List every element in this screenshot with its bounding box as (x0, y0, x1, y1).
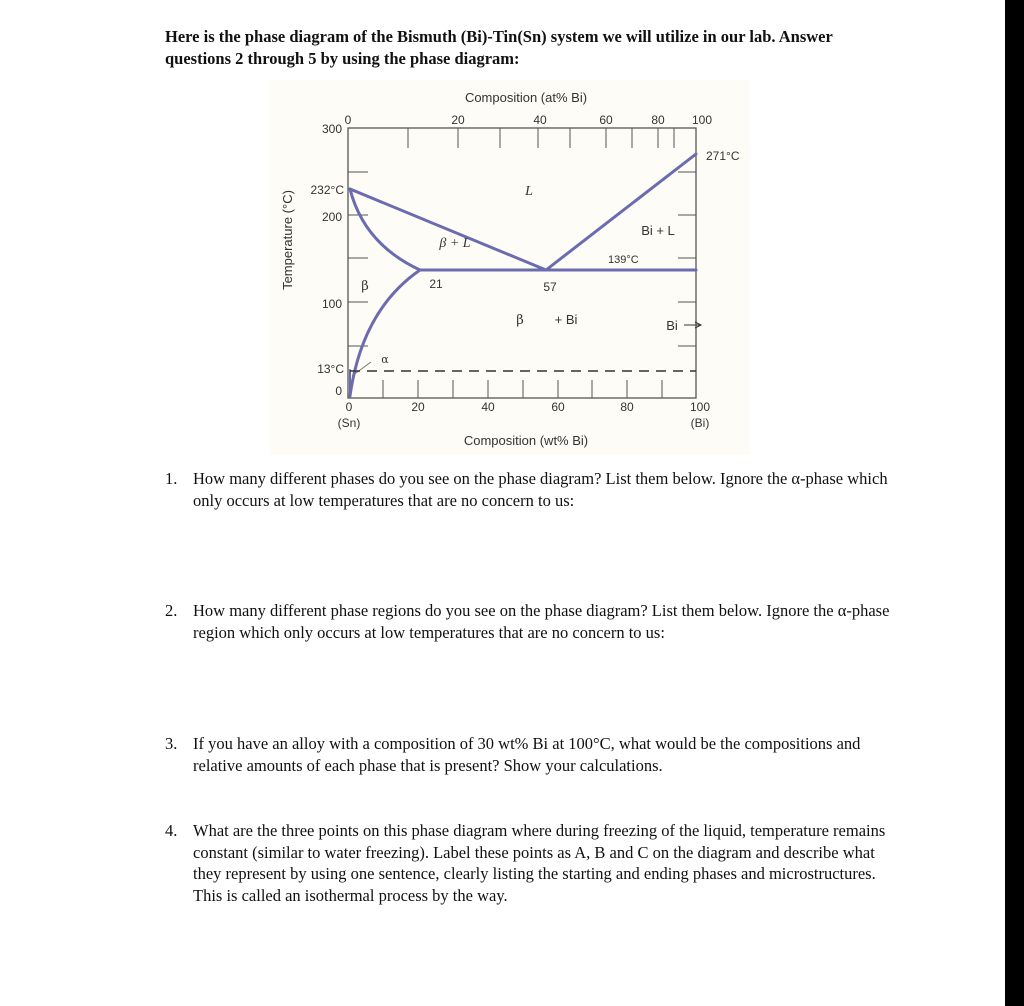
question-text: If you have an alloy with a composition of 30 wt% Bi at 100°C, what would be the compositions and relative amounts of each phase that is present? Show your calculations. (193, 734, 861, 775)
top-tick-100: 100 (691, 113, 713, 127)
y-tick-200: 200 (321, 210, 342, 224)
question-number: 3. (165, 734, 178, 753)
question-text: What are the three points on this phase diagram where during freezing of the liquid, temperature remains constant (similar to water freezing). Label these points as A, B and C on the diagram and describe what they represent by using one sentence, clearly listing the starting and ending phases and microstructures. This is called an isothermal process by the way. (193, 821, 886, 905)
question-text: How many different phase regions do you see on the phase diagram? List them below. Ignore the α-phase region which only occurs at low temperatures that are no concern to us: (193, 601, 890, 642)
label-beta-plus-liquid: β + L (439, 236, 471, 251)
bottom-axis-title: Composition (wt% Bi) (463, 433, 589, 448)
comp-label-21: 21 (429, 277, 443, 291)
temp-label-139: 139°C (608, 254, 639, 266)
liquidus-right (546, 154, 696, 270)
question-2 (165, 600, 895, 643)
bottom-tick-0: 0 (345, 400, 353, 414)
label-liquid: L (525, 184, 533, 199)
temp-label-232: 232°C (310, 183, 344, 197)
bottom-tick-80: 80 (620, 400, 634, 414)
question-number: 1. (165, 469, 178, 488)
temp-label-271: 271°C (706, 149, 740, 163)
top-tick-80: 80 (651, 113, 665, 127)
question-3 (165, 733, 895, 776)
bottom-tick-40: 40 (481, 400, 495, 414)
question-1 (165, 468, 895, 511)
label-beta: β (361, 279, 369, 294)
window-edge-bar (1005, 0, 1024, 1006)
bottom-tick-60: 60 (551, 400, 565, 414)
top-tick-40: 40 (533, 113, 547, 127)
top-tick-20: 20 (451, 113, 465, 127)
top-tick-marks (408, 128, 674, 148)
phase-diagram-figure (270, 80, 750, 455)
top-axis-title: Composition (at% Bi) (464, 90, 588, 105)
bottom-end-sn: (Sn) (337, 416, 361, 430)
top-tick-60: 60 (599, 113, 613, 127)
label-bi-part: + Bi (554, 312, 578, 327)
temp-label-13: 13°C (317, 362, 344, 376)
liquidus-left (350, 189, 546, 270)
y-axis-title: Temperature (°C) (280, 190, 295, 290)
y-tick-300: 300 (321, 122, 342, 136)
bottom-tick-100: 100 (689, 400, 711, 414)
label-bi-plus-liquid: Bi + L (641, 223, 675, 238)
top-tick-0: 0 (344, 113, 352, 127)
question-number: 4. (165, 821, 178, 840)
plot-frame (348, 128, 696, 398)
phase-boundaries (350, 154, 696, 396)
phase-diagram (270, 80, 750, 455)
intro-paragraph: Here is the phase diagram of the Bismuth (Bi)-Tin(Sn) system we will utilize in our lab. Answer questions 2 through 5 by using the phase diagram: (165, 27, 833, 68)
comp-label-57: 57 (543, 280, 557, 294)
y-tick-0: 0 (335, 384, 342, 398)
question-number: 2. (165, 601, 178, 620)
bottom-tick-marks (383, 380, 662, 398)
label-alpha: α (381, 353, 389, 366)
question-text: How many different phases do you see on the phase diagram? List them below. Ignore the α-phase which only occurs at low temperatures that are no concern to us: (193, 469, 888, 510)
question-4 (165, 820, 895, 906)
y-tick-100: 100 (321, 297, 342, 311)
label-beta-part: β (516, 313, 524, 328)
bottom-tick-20: 20 (411, 400, 425, 414)
label-bi-solid: Bi (666, 318, 678, 333)
bottom-end-bi: (Bi) (690, 416, 710, 430)
